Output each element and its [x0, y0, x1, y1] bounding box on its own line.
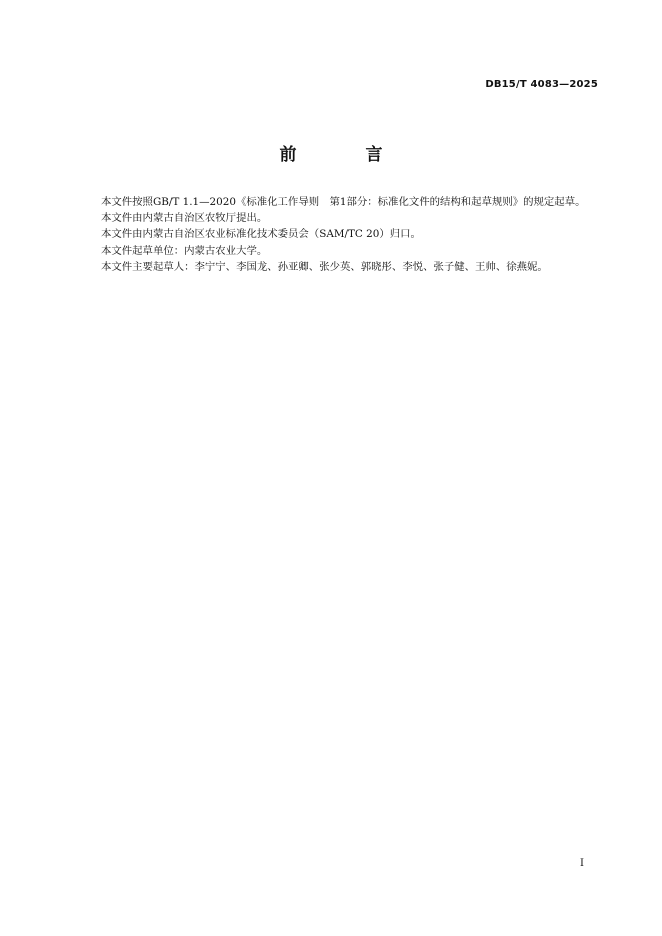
paragraph-drafting-unit: 本文件起草单位：内蒙古农业大学。	[101, 244, 268, 257]
paragraph-drafting-rule: 本文件按照GB/T 1.1—2020《标准化工作导则 第1部分：标准化文件的结构和起草规则》的规定起草。	[101, 196, 586, 208]
paragraph-drafters: 本文件主要起草人：李宁宁、李国龙、孙亚卿、张少英、郭晓彤、李悦、张子健、王帅、徐燕妮。	[101, 260, 548, 273]
page-number: I	[580, 858, 584, 869]
page-title: 前 言	[279, 145, 409, 165]
paragraph-proposer: 本文件由内蒙古自治区农牧厅提出。	[101, 212, 268, 225]
standard-code: DB15/T 4083—2025	[485, 79, 598, 90]
preface-body	[80, 194, 600, 275]
paragraph-committee: 本文件由内蒙古自治区农业标准化技术委员会（SAM/TC 20）归口。	[101, 228, 421, 241]
